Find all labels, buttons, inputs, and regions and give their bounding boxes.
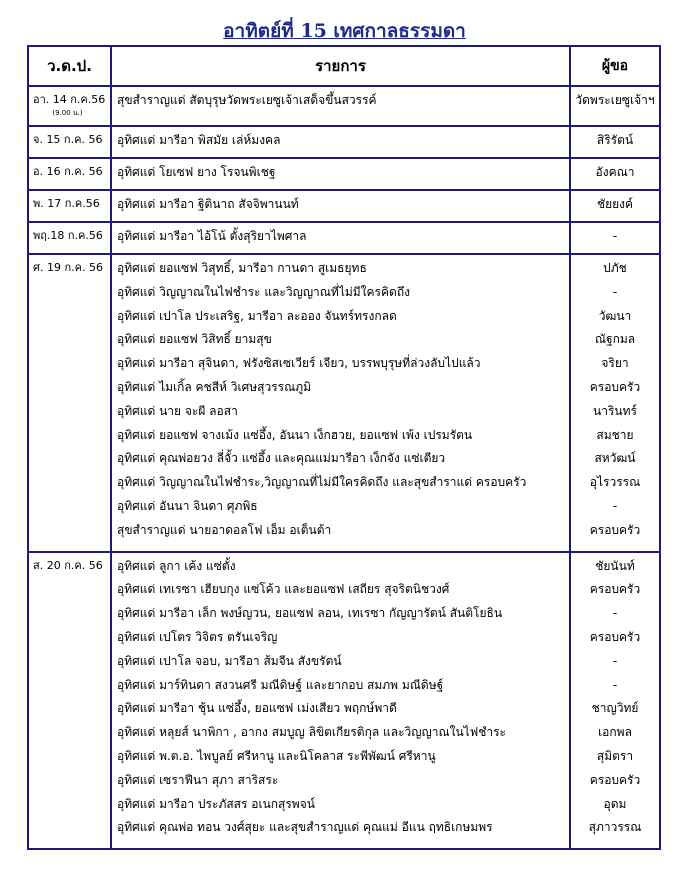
- intention-item: อุทิศแด่ พ.ต.อ. ไพบูลย์ ศรีหานู และนิโคลาส ระพีพัฒน์ ศรีหานู: [117, 748, 436, 763]
- table-row: [28, 158, 660, 190]
- requester-name: ปภัช: [603, 261, 627, 275]
- requester-name: สหวัฒน์: [594, 451, 636, 466]
- row-date-cell: [28, 158, 111, 190]
- intention-item: อุทิศแด่ มารีอา สุจินดา, ฟรังซิสเซเวียร์ เจียว, บรรพบุรุษที่ล่วงลับไปแล้ว: [117, 356, 481, 371]
- row-date-cell: [28, 86, 111, 126]
- requester-name: วัดพระเยซูเจ้าฯ: [575, 93, 655, 107]
- requester-name: วัฒนา: [598, 308, 632, 323]
- intention-item: อุทิศแด่ มารีอา ฐิตินาถ สัจจิพานนท์: [117, 197, 299, 211]
- table-row: [28, 254, 660, 552]
- schedule-table: [27, 45, 661, 850]
- requester-name: ครอบครัว: [589, 582, 641, 597]
- requester-name: นารินทร์: [593, 403, 637, 418]
- requester-name: -: [612, 229, 618, 243]
- requester-name: ครอบครัว: [589, 522, 641, 537]
- intention-item: อุทิศแด่ มารีอา ไอ้โน้ ตั้งสุริยาไพศาล: [117, 229, 307, 243]
- requester-name: ครอบครัว: [589, 629, 641, 644]
- row-date-cell: [28, 190, 111, 222]
- row-requester-cell: [570, 86, 660, 126]
- row-date-cell: [28, 222, 111, 254]
- requester-name: อุดม: [603, 796, 627, 811]
- requester-name: -: [612, 677, 618, 692]
- intention-item: อุทิศแด่ วิญญาณในไฟชำระ และวิญญาณที่ไม่มีใครคิดถึง: [117, 284, 410, 299]
- header-row: [28, 46, 660, 86]
- intention-item: อุทิศแด่ เซราฟีนา สุภา สาริสระ: [117, 772, 279, 787]
- intention-item: อุทิศแด่ เปาโล จอบ, มารีอา ส้มจีน สังขรัตน์: [117, 653, 342, 668]
- intention-item: อุทิศแด่ มาร์ทินดา สงวนศรี มณีดิษฐ์ และยากอบ สมภพ มณีดิษฐ์: [117, 677, 444, 692]
- requester-name: ครอบครัว: [589, 772, 641, 787]
- intention-item: อุทิศแด่ เปโตร วิจิตร ตรันเจริญ: [117, 629, 278, 644]
- requester-name: สมชาย: [596, 427, 634, 442]
- row-requester-cell: [570, 552, 660, 850]
- requester-name: -: [612, 284, 618, 299]
- row-requester-cell: [570, 158, 660, 190]
- row-items-cell: [111, 126, 570, 158]
- intention-item: อุทิศแด่ มารีอา ประภัสสร อเนกสุรพจน์: [117, 796, 315, 811]
- row-date: อ. 16 ก.ค. 56: [33, 165, 103, 178]
- intention-item: อุทิศแด่ มารีอา พิสมัย เล่ห์มงคล: [117, 133, 281, 147]
- row-items-cell: [111, 158, 570, 190]
- row-requester-cell: [570, 190, 660, 222]
- requester-name: -: [612, 606, 618, 621]
- intention-item: อุทิศแด่ คุณพ่อ ทอน วงศ์สุยะ และสุขสำราญแด่ คุณแม่ อีแน ฤทธิเกษมพร: [117, 820, 493, 835]
- requester-name: ชัยยงค์: [596, 197, 634, 211]
- row-requester-cell: [570, 254, 660, 552]
- requester-name: ครอบครัว: [589, 379, 641, 394]
- row-items-cell: [111, 552, 570, 850]
- row-items-cell: [111, 86, 570, 126]
- table-row: [28, 190, 660, 222]
- row-date: ศ. 19 ก.ค. 56: [33, 261, 103, 274]
- table-row: [28, 126, 660, 158]
- row-date-cell: [28, 126, 111, 158]
- row-date: ส. 20 ก.ค. 56: [33, 558, 103, 572]
- row-date: พ. 17 ก.ค.56: [33, 197, 100, 210]
- intention-item: อุทิศแด่ ลูกา เค้ง แซ่ตั้ง: [117, 558, 236, 573]
- requester-name: ชัยนันท์: [595, 558, 635, 573]
- row-date: อา. 14 ก.ค.56: [33, 93, 106, 106]
- requester-name: เอกพล: [598, 725, 632, 740]
- row-date: พฤ.18 ก.ค.56: [33, 229, 103, 242]
- requester-name: -: [612, 498, 618, 513]
- header-requester: ผู้ขอ: [570, 46, 660, 86]
- intention-item: สุขสำราญแด่ สัตบุรุษวัดพระเยซูเจ้าเสด็จขึ้นสวรรค์: [117, 93, 377, 107]
- row-date-cell: [28, 254, 111, 552]
- requester-name: สุมิตรา: [596, 748, 634, 763]
- row-requester-cell: [570, 222, 660, 254]
- row-requester-cell: [570, 126, 660, 158]
- intention-item: สุขสำราญแด่ นายอาดอลโฟ เอ็ม อเต็นต้า: [117, 522, 332, 537]
- page-title: อาทิตย์ที่ 15 เทศกาลธรรมดา: [223, 20, 466, 42]
- intention-item: อุทิศแด่ นาย จะผี ลอสา: [117, 403, 238, 418]
- intention-item: อุทิศแด่ ไมเกิ้ล คชสีห์ วิเศษสุวรรณภูมิ: [117, 379, 312, 394]
- requester-name: อุไรวรรณ: [589, 475, 641, 490]
- header-items: รายการ: [111, 46, 570, 86]
- header-date: ว.ด.ป.: [28, 46, 111, 86]
- requester-name: สิริรัตน์: [596, 133, 634, 147]
- table-row: [28, 86, 660, 126]
- intention-item: อุทิศแด่ มารีอา ชุ้น แซ่อึ้ง, ยอแซฟ เม่งเสียว พฤกษ์พาดี: [117, 701, 397, 716]
- intention-item: อุทิศแด่ เทเรซา เฮียบกุง แซ่โค้ว และยอแซฟ เสถียร สุจริตนิชวงศ์: [117, 582, 450, 597]
- requester-name: จริยา: [601, 356, 629, 371]
- intention-item: อุทิศแด่ มารีอา เล็ก พงษ์ญวน, ยอแซฟ ลอน, เทเรซา กัญญารัตน์ สันติโยธิน: [117, 606, 503, 621]
- intention-item: อุทิศแด่ ยอแซฟ วิสิทธิ์ ยามสุข: [117, 332, 272, 347]
- intention-item: อุทิศแด่ หลุยส์ นาพิกา , อากง สมบูญ ลิขิตเกียรติกุล และวิญญาณในไฟชำระ: [117, 725, 506, 740]
- table-row: [28, 222, 660, 254]
- row-date: จ. 15 ก.ค. 56: [33, 133, 103, 146]
- requester-name: อังคณา: [595, 165, 635, 179]
- intention-item: อุทิศแด่ ยอแซฟ จางเม้ง แซ่อึ้ง, อันนา เง็กฮวย, ยอแซฟ เพ้ง เปรมรัตน: [117, 427, 473, 442]
- intention-item: อุทิศแด่ ยอแซฟ วิสุทธิ์, มารีอา กานดา สูเมธยุทธ: [117, 261, 367, 275]
- requester-name: ชาญวิทย์: [591, 701, 639, 716]
- row-items-cell: [111, 222, 570, 254]
- intention-item: อุทิศแด่ เปาโล ประเสริฐ, มารีอา ละออง จันทร์ทรงกลด: [117, 308, 397, 323]
- requester-name: สุภาวรรณ: [588, 820, 642, 835]
- intention-item: อุทิศแด่ วิญญาณในไฟชำระ,วิญญาณที่ไม่มีใครคิดถึง และสุขสำราแด่ ครอบครัว: [117, 475, 527, 490]
- requester-name: ณัฐกมล: [594, 332, 636, 347]
- row-date-cell: [28, 552, 111, 850]
- intention-item: อุทิศแด่ อันนา จินดา ศุภพิธ: [117, 498, 258, 513]
- row-time-note: (9.00 น.): [52, 109, 83, 117]
- row-items-cell: [111, 190, 570, 222]
- intention-item: อุทิศแด่ โยเซฟ ยาง โรจนพิเชฐ: [117, 165, 276, 179]
- row-items-cell: [111, 254, 570, 552]
- table-row: [28, 552, 660, 850]
- requester-name: -: [612, 653, 618, 668]
- intention-item: อุทิศแด่ คุณพ่อยวง ลี่จั้ว แซ่อึ้ง และคุณแม่มารีอา เง็กจัง แซ่เตียว: [117, 451, 446, 466]
